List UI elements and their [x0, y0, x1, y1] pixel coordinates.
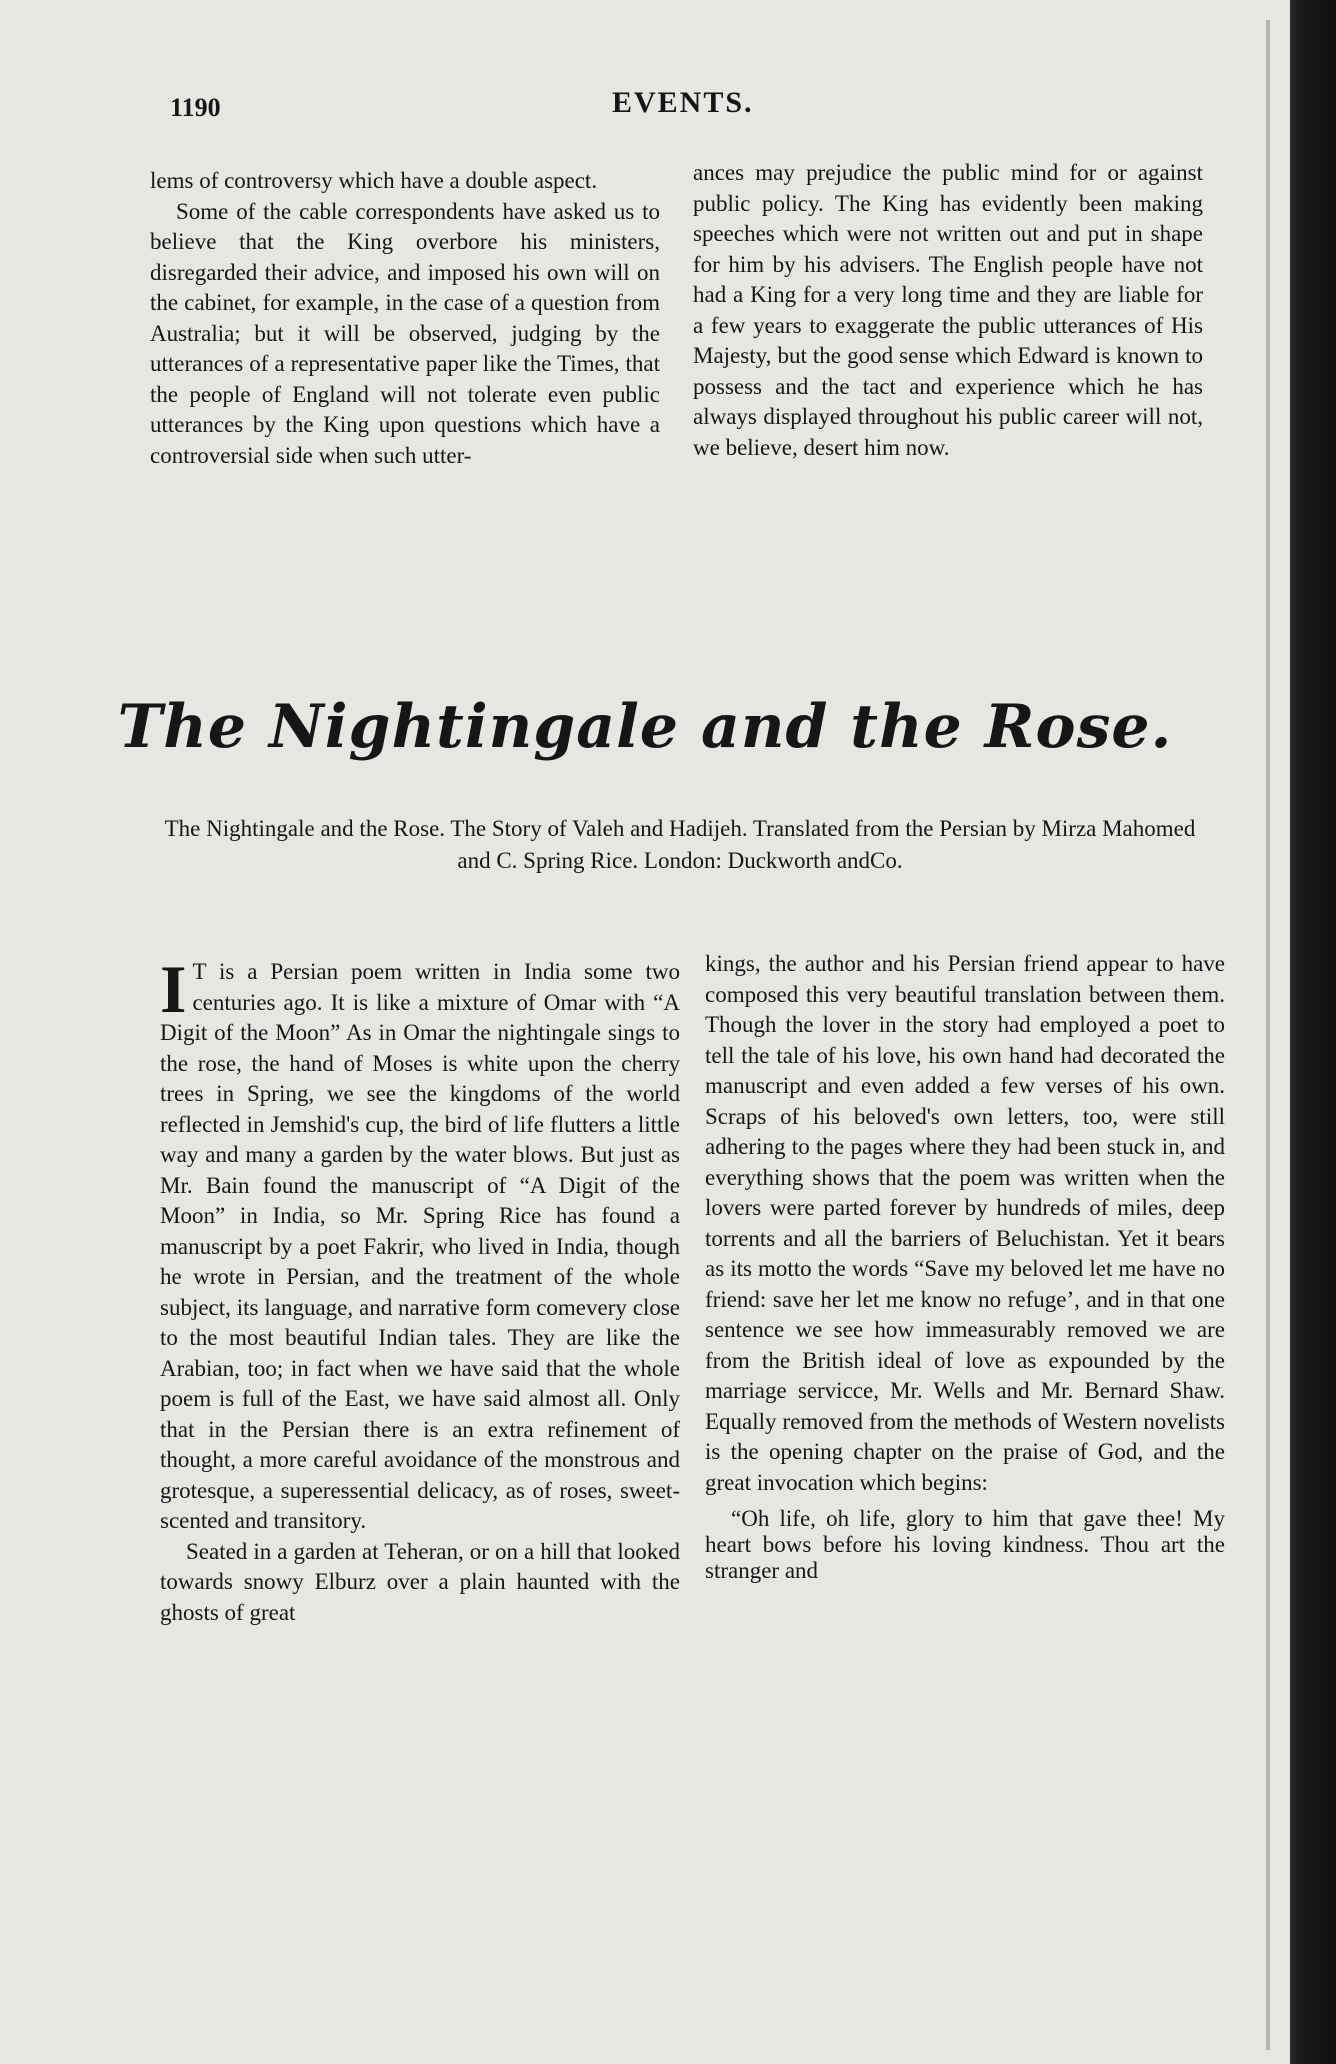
paragraph: [160, 951, 680, 1537]
article-title: The Nightingale and the Rose.: [117, 692, 1173, 762]
article-left-column: [160, 951, 680, 1628]
scan-border: [1290, 0, 1336, 2064]
paragraph: Seated in a garden at Teheran, or on a hill that looked towards snowy Elburz over a plain haunted with the ghosts of great: [160, 1538, 680, 1625]
paragraph: kings, the author and his Persian friend appear to have composed this very beautiful translation between them. Though the lover in the story had employed a poet to tell the tale of his love, his own hand had decorated the manuscript and even added a few verses of his own. Scraps of his beloved's own letters, too, were still adhering to the pages where they had been stuck in, and everything shows that the poem was written when the lovers were parted forever by hundreds of miles, deep torrents and all the barriers of Beluchistan. Yet it bears as its motto the words “Save my beloved let me have no friend: save her let me know no refuge’, and in that one sentence we see how immeasurably removed we are from the British ideal of love as expounded by the marriage servicce, Mr. Wells and Mr. Bernard Shaw. Equally removed from the methods of Western novelists is the opening chapter on the praise of God, and the great invocation which begins:: [705, 951, 1225, 1495]
top-right-column: [693, 158, 1203, 463]
paragraph: ances may prejudice the public mind for or against public policy. The King has evidently been making speeches which were not written out and put in shape for him by his advisers. The English people have not had a King for a very long time and they are liable for a few years to exaggerate the public utterances of His Majesty, but the good sense which Edward is known to possess and the tact and experience which he has always displayed throughout his public career will not, we believe, desert him now.: [693, 160, 1203, 460]
paragraph: Some of the cable correspondents have asked us to believe that the King overbore his ministers, disregarded their advice, and imposed his own will on the cabinet, for example, in the case of a question from Australia; but it will be observed, judging by the utterances of a representative paper like the Times, that the people of England will not tolerate even public utterances by the King upon questions which have a controversial side when such utter-: [150, 198, 660, 468]
paragraph: lems of controversy which have a double aspect.: [150, 168, 598, 193]
page-fold-shadow: [1266, 20, 1270, 2050]
paragraph-text: T is a Persian poem written in India some two centuries ago. It is like a mixture of Omar with “A Digit of the Moon” As in Omar the nightingale sings to the rose, the hand of Moses is white upon the cherry trees in Spring, we see the kingdoms of the world reflected in Jemshid's cup, the bird of life flutters a little way and many a garden by the water blows. But just as Mr. Bain found the manuscript of “A Digit of the Moon” in India, so Mr. Spring Rice has found a manuscript by a poet Fakrir, who lived in India, though he wrote in Persian, and the treatment of the whole subject, its language, and narrative form comevery close to the most beautiful Indian tales. They are like the Arabian, too; in fact when we have said that the whole poem is full of the East, we have said almost all. Only that in the Persian there is an extra refinement of thought, a more careful avoidance of the monstrous and grotesque, a superessential delicacy, as of roses, sweet-scented and transitory.: [160, 959, 680, 1533]
running-title: EVENTS.: [612, 86, 754, 119]
quotation: “Oh life, oh life, glory to him that gave thee! My heart bows before his loving kindness. Thou art the stranger and: [705, 1506, 1225, 1583]
article-right-column: [705, 949, 1225, 1584]
book-citation: The Nightingale and the Rose. The Story of Valeh and Hadijeh. Translated from the Persian by Mirza Mahomed and C. Spring Rice. London: Duckworth andCo.: [164, 816, 1196, 873]
drop-cap: I: [160, 951, 187, 1027]
top-left-column: [150, 166, 660, 471]
page-number: 1190: [170, 93, 221, 122]
